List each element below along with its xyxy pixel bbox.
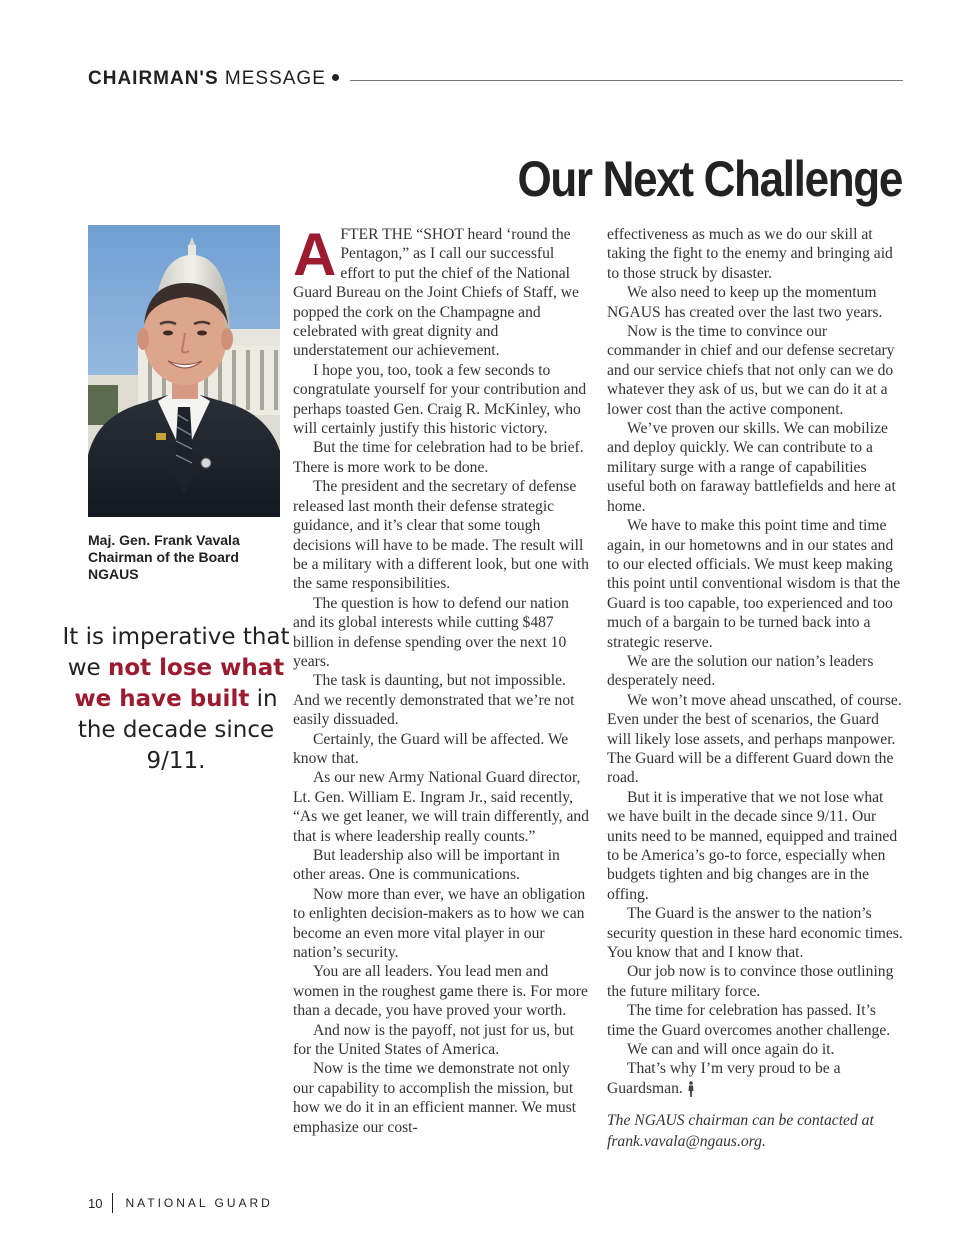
pull-quote-tail: in the decade since 9/11.: [77, 686, 278, 774]
caption-name: Maj. Gen. Frank Vavala: [88, 532, 240, 548]
opening-text: FTER THE “SHOT heard ‘round the Pentagon,” as I call our successful effort to put the chief of the National Guard Bureau on the Joint Chiefs of Staff, we popped the cork on the Champagne and celebrated with great dignity and understatement our achievement.: [293, 226, 579, 360]
closing-text: That’s why I’m very proud to be a Guardsman.: [607, 1060, 841, 1097]
caption-org: NGAUS: [88, 566, 139, 582]
section-header: [88, 68, 903, 92]
article-column-2: [607, 225, 903, 1152]
article-paragraph: Certainly, the Guard will be affected. We know that.: [293, 730, 569, 767]
article-paragraph: We can and will once again do it.: [627, 1041, 835, 1059]
article-paragraph: And now is the payoff, not just for us, but for the United States of America.: [293, 1021, 574, 1059]
article-paragraph: Our job now is to convince those outlining the future military force.: [607, 963, 894, 1000]
article-paragraph: But the time for celebration had to be brief. There is more work to be done.: [293, 439, 584, 476]
article-paragraph: The Guard is the answer to the nation’s security question in these hard economic times. You know that and I know that.: [607, 905, 903, 962]
article-paragraph: The question is how to defend our nation and its global interests while cutting $487 billion in defense spending over the next 10 years.: [293, 594, 569, 670]
photo-caption: [88, 532, 240, 583]
article-paragraph: Now is the time to convince our commander in chief and our defense secretary and our service chiefs that not only can we do whatever they ask of us, but we can do it at a lower cost than the active component.: [607, 323, 895, 418]
page-number: 10: [88, 1195, 103, 1211]
soldier-silhouette-icon: [687, 1081, 695, 1097]
article-column-1: [293, 221, 589, 1137]
footer-divider: [112, 1193, 113, 1213]
article-paragraph: But leadership also will be important in other areas. One is communications.: [293, 847, 560, 884]
pull-quote-highlight: not lose what we have built: [74, 655, 285, 712]
section-label-light: MESSAGE: [224, 68, 326, 89]
article-paragraph-continued: effectiveness as much as we do our skill at taking the fight to the enemy and bringing aid to those struck by disaster.: [607, 226, 893, 282]
page-footer: [88, 1193, 273, 1213]
article-paragraph: The task is daunting, but not impossible. And we recently demonstrated that we’re not easily dissuaded.: [293, 672, 575, 729]
article-paragraph: We are the solution our nation’s leaders desperately need.: [607, 652, 874, 690]
article-paragraph: We’ve proven our skills. We can mobilize and deploy quickly. We can contribute to a military surge with a range of capabilities useful both on faraway battlefields and here at home.: [607, 420, 896, 515]
caption-title: Chairman of the Board: [88, 549, 239, 565]
magazine-name: NATIONAL GUARD: [125, 1196, 273, 1210]
drop-cap: A: [293, 221, 337, 288]
article-paragraph: The president and the secretary of defense released last month their defense strategic guidance, and it’s clear that some tough decisions will have to be made. The result will be a military with a different look, but one with the same responsibilities.: [293, 478, 589, 593]
section-label: [88, 68, 339, 90]
pull-quote-lead: It is imperative that we: [62, 624, 290, 681]
section-label-bold: CHAIRMAN'S: [88, 68, 219, 89]
article-paragraph: We also need to keep up the momentum NGAUS has created over the last two years.: [607, 284, 883, 321]
article-paragraph: The time for celebration has passed. It’s time the Guard overcomes another challenge.: [607, 1002, 891, 1039]
article-paragraph: You are all leaders. You lead men and women in the roughest game there is. For more than a decade, you have proved your worth.: [293, 963, 588, 1020]
article-paragraph: We have to make this point time and time again, in our hometowns and in our states and to our elected officials. We must keep making this point until conventional wisdom is that the Guard is too capable, too experienced and too much of a bargain to be turned back into a strategic reserve.: [607, 517, 901, 651]
article-paragraph: Now more than ever, we have an obligation to enlighten decision-makers as to how we can become an even more vital player in our nation’s security.: [293, 885, 586, 962]
article-paragraph: I hope you, too, took a few seconds to congratulate yourself for your contribution and perhaps toasted Gen. Craig R. McKinley, who will certainly justify this historic victory.: [293, 361, 587, 438]
article-paragraph: But it is imperative that we not lose what we have built in the decade since 9/11. Our units need to be manned, equipped and trained to be America’s go-to force, especially when budgets tighten and big changes are in the offing.: [607, 788, 898, 903]
article-title: Our Next Challenge: [517, 151, 902, 207]
closing-paragraph: [607, 1059, 903, 1098]
portrait-photo: [88, 225, 280, 517]
contact-note: The NGAUS chairman can be contacted at frank.vavala@ngaus.org.: [607, 1112, 874, 1151]
article-paragraph: As our new Army National Guard director, Lt. Gen. William E. Ingram Jr., said recently, “As we get leaner, we will train differently, and that is where leadership really counts.”: [293, 769, 589, 845]
header-rule: [350, 80, 903, 81]
article-paragraph: Now is the time we demonstrate not only our capability to accomplish the mission, but how we do it in an efficient manner. We must emphasize our cost-: [293, 1060, 577, 1136]
bullet-icon: [332, 74, 339, 81]
article-paragraph: [293, 221, 589, 361]
article-paragraph: We won’t move ahead unscathed, of course. Even under the best of scenarios, the Guard will likely lose assets, and perhaps manpower. The Guard will be a different Guard down the road.: [607, 691, 902, 787]
portrait-illustration: [88, 225, 280, 517]
pull-quote: [60, 622, 292, 777]
